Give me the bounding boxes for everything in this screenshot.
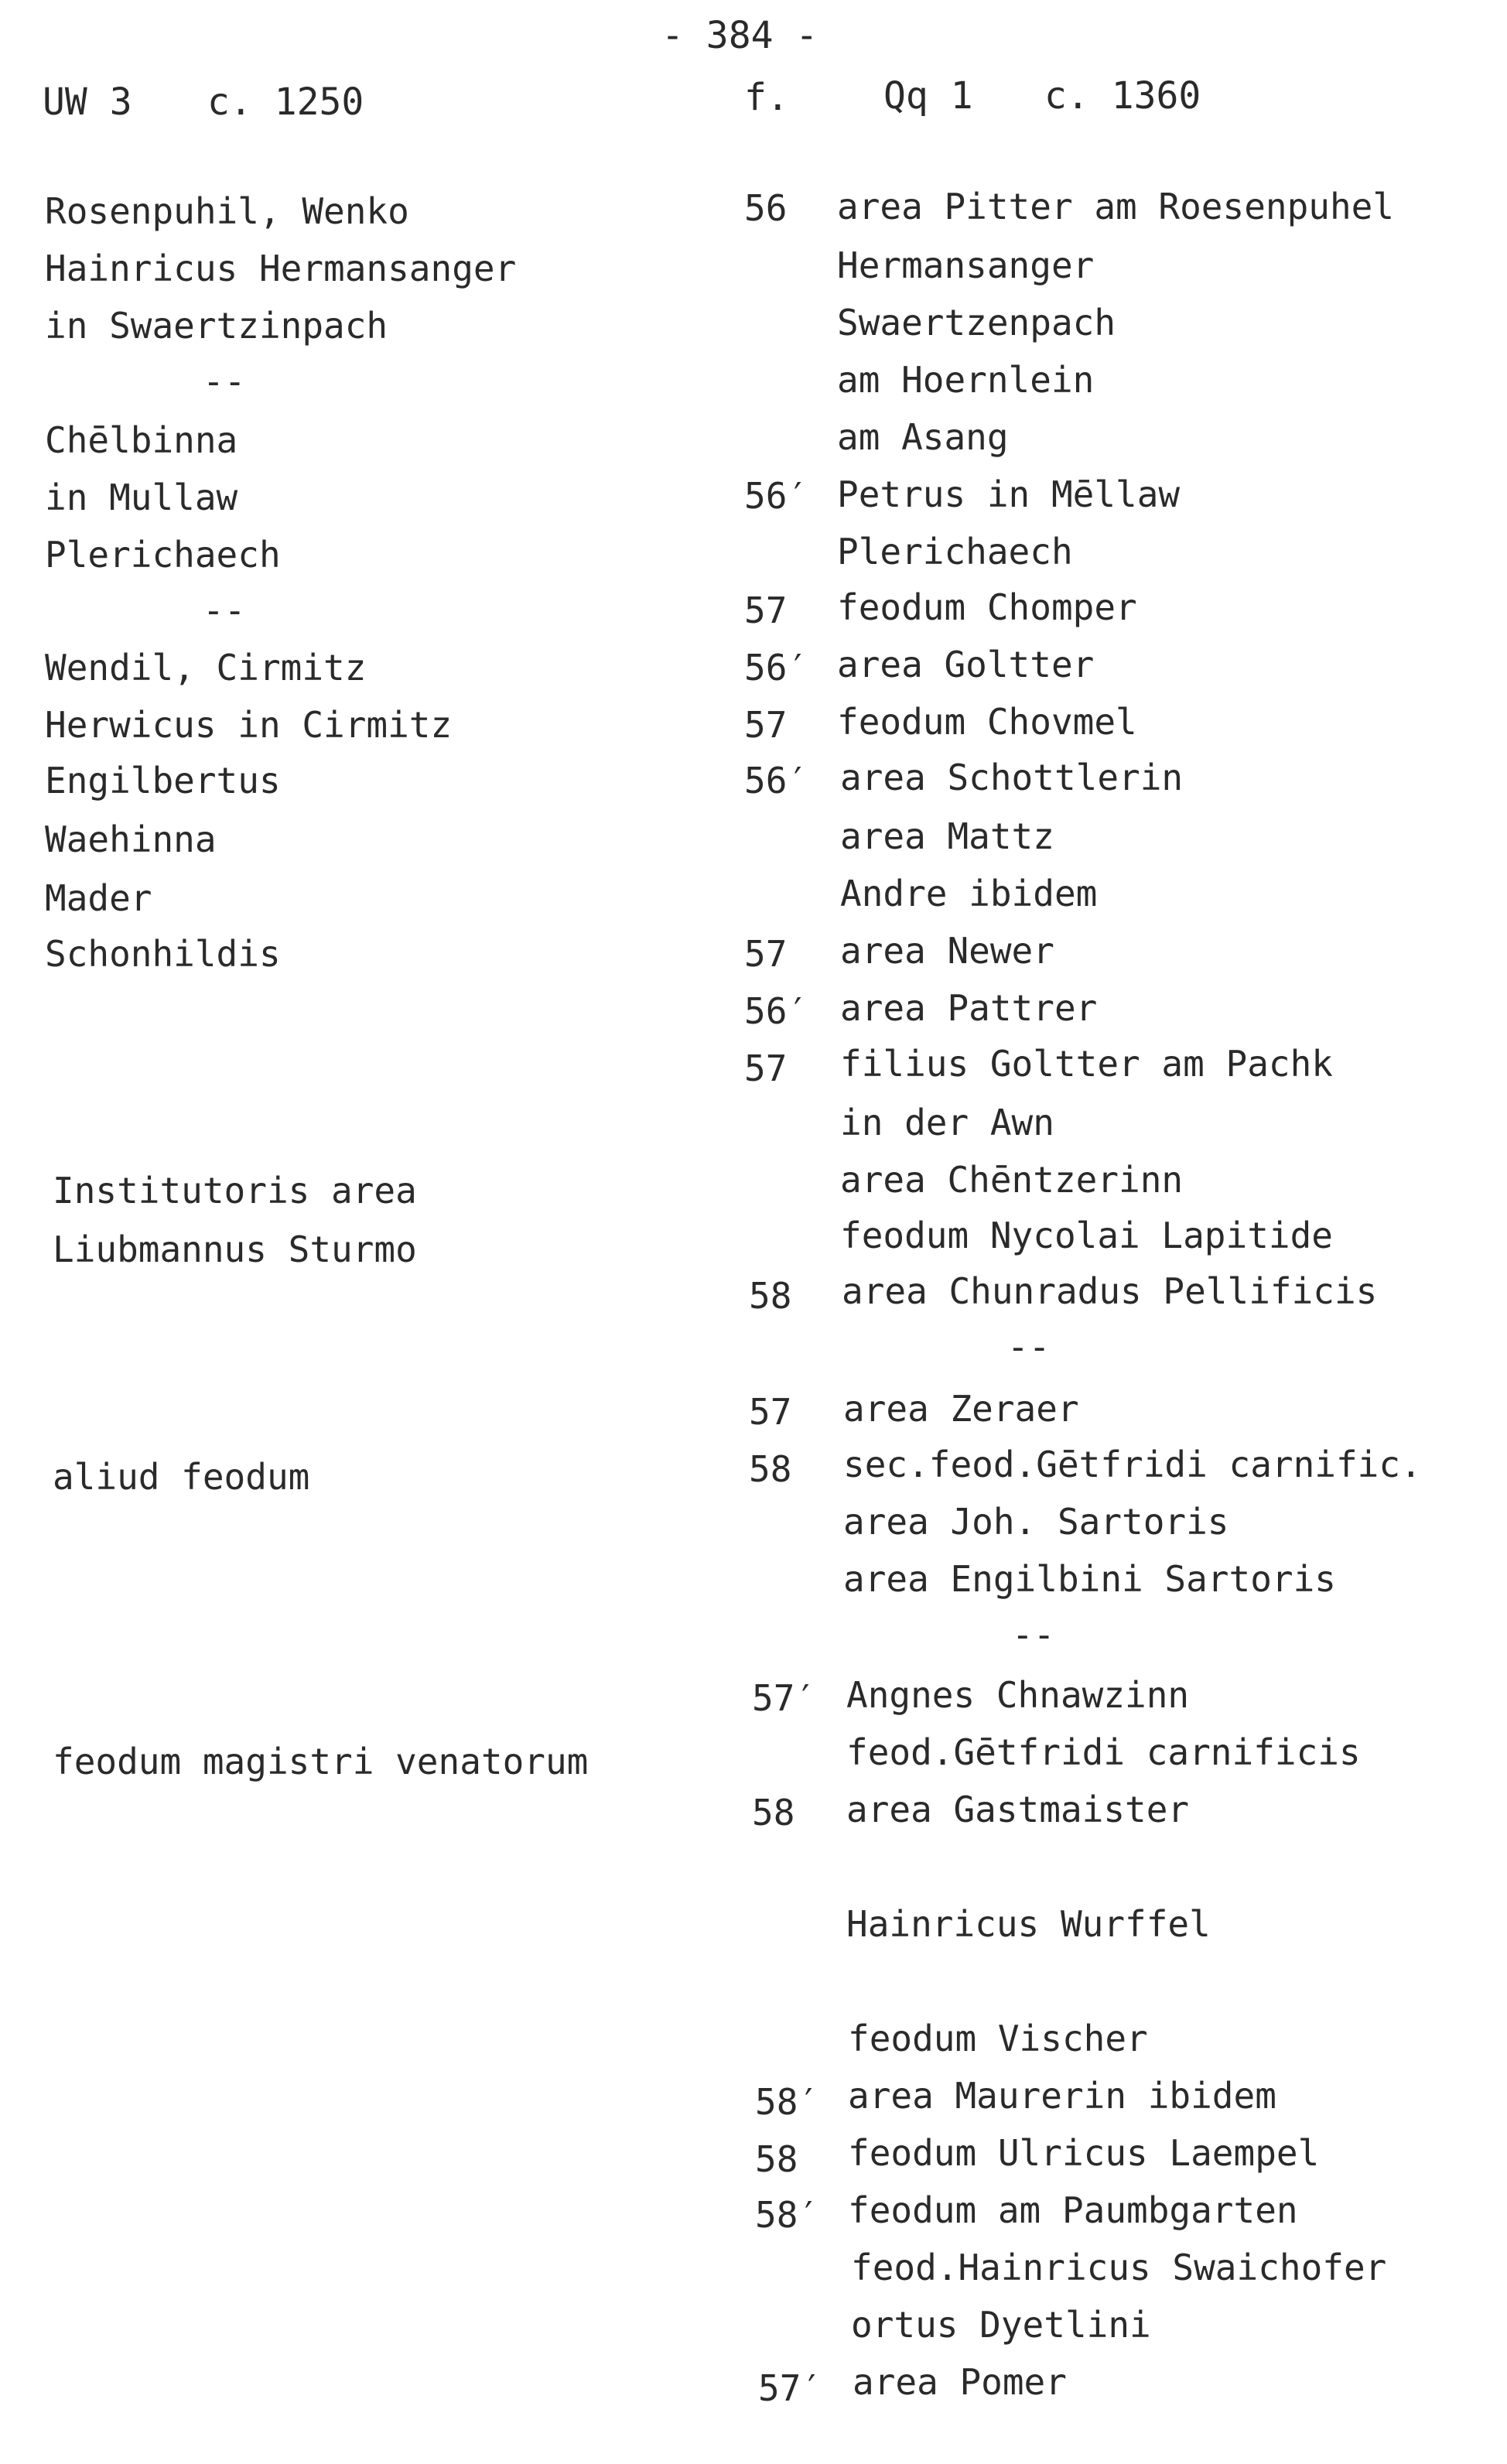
left-entry: Waehinna bbox=[45, 818, 217, 860]
right-entry: area Gastmaister bbox=[846, 1789, 1190, 1830]
right-entry: feod.Hainricus Swaichofer bbox=[851, 2247, 1387, 2288]
right-entry: feodum am Paumbgarten bbox=[848, 2189, 1298, 2231]
left-entry: Schonhildis bbox=[45, 933, 281, 975]
left-entry: in Mullaw bbox=[45, 477, 238, 518]
folio-number: 56′ bbox=[744, 647, 809, 689]
folio-number: 58 bbox=[749, 1275, 792, 1317]
right-entry: area Newer bbox=[840, 930, 1054, 972]
right-entry: area Zeraer bbox=[843, 1388, 1079, 1430]
right-entry: Petrus in Mēllaw bbox=[837, 473, 1181, 515]
right-entry: Andre ibidem bbox=[840, 873, 1098, 914]
left-entry: aliud feodum bbox=[53, 1456, 310, 1498]
page-number: - 384 - bbox=[661, 14, 818, 57]
right-separator: -- bbox=[1007, 1326, 1051, 1368]
right-entry: area Joh. Sartoris bbox=[843, 1501, 1229, 1543]
right-entry: area Schottlerin bbox=[840, 757, 1184, 798]
right-entry: feodum Nycolai Lapitide bbox=[840, 1215, 1333, 1256]
folio-number: 58′ bbox=[755, 2081, 820, 2123]
header-left-source: UW 3 bbox=[43, 80, 132, 124]
folio-number: 57 bbox=[744, 933, 788, 975]
folio-number: 56 bbox=[744, 187, 788, 229]
folio-number: 57 bbox=[744, 590, 788, 631]
folio-number: 56′ bbox=[744, 475, 809, 517]
folio-number: 57′ bbox=[752, 1677, 817, 1719]
right-entry: Hainricus Wurffel bbox=[846, 1903, 1211, 1945]
header-left-date: c. 1250 bbox=[207, 80, 364, 124]
left-entry: Herwicus in Cirmitz bbox=[45, 704, 453, 746]
folio-number: 58 bbox=[752, 1792, 795, 1833]
folio-number: 56′ bbox=[744, 760, 809, 801]
right-entry: area Pomer bbox=[853, 2361, 1067, 2403]
left-entry: Mader bbox=[45, 877, 152, 919]
right-entry: area Chunradus Pellificis bbox=[842, 1270, 1378, 1312]
right-entry: area Maurerin ibidem bbox=[848, 2075, 1276, 2117]
right-entry: Angnes Chnawzinn bbox=[846, 1674, 1190, 1716]
folio-number: 56′ bbox=[744, 990, 809, 1032]
left-entry: Plerichaech bbox=[45, 534, 281, 576]
header-folio-label: f. bbox=[744, 76, 789, 119]
folio-number: 57′ bbox=[758, 2367, 823, 2409]
right-entry: area Chēntzerinn bbox=[840, 1159, 1184, 1201]
right-entry: filius Goltter am Pachk bbox=[840, 1043, 1333, 1085]
folio-number: 58′ bbox=[755, 2194, 820, 2236]
right-separator: -- bbox=[1012, 1614, 1055, 1656]
folio-number: 57 bbox=[744, 1047, 788, 1089]
right-entry: feodum Ulricus Laempel bbox=[848, 2132, 1320, 2174]
right-entry: feodum Vischer bbox=[848, 2018, 1148, 2059]
right-entry: sec.feod.Gētfridi carnific. bbox=[843, 1444, 1422, 1485]
left-separator: -- bbox=[203, 590, 246, 631]
folio-number: 58 bbox=[755, 2138, 798, 2180]
right-entry: in der Awn bbox=[840, 1102, 1054, 1143]
right-entry: am Hoernlein bbox=[837, 359, 1095, 401]
right-entry: area Pattrer bbox=[840, 987, 1098, 1029]
left-entry: in Swaertzinpach bbox=[45, 305, 388, 347]
right-entry: area Engilbini Sartoris bbox=[843, 1558, 1336, 1600]
left-separator: -- bbox=[203, 361, 246, 402]
left-entry: Institutoris area bbox=[53, 1170, 417, 1211]
header-right-date: c. 1360 bbox=[1044, 74, 1201, 118]
right-entry: am Asang bbox=[837, 416, 1009, 458]
right-entry: Swaertzenpach bbox=[837, 302, 1116, 343]
right-entry: ortus Dyetlini bbox=[851, 2304, 1151, 2346]
folio-number: 57 bbox=[744, 704, 788, 746]
folio-number: 58 bbox=[749, 1448, 792, 1490]
left-entry: Engilbertus bbox=[45, 760, 281, 801]
header-right-source: Qq 1 bbox=[883, 74, 973, 118]
folio-number: 57 bbox=[749, 1391, 792, 1433]
left-entry: Wendil, Cirmitz bbox=[45, 647, 367, 689]
left-entry: Hainricus Hermansanger bbox=[45, 248, 517, 289]
right-entry: area Mattz bbox=[840, 815, 1054, 857]
left-entry: Liubmannus Sturmo bbox=[53, 1229, 417, 1270]
left-entry: Rosenpuhil, Wenko bbox=[45, 190, 409, 232]
right-entry: area Goltter bbox=[837, 644, 1095, 685]
left-entry: Chēlbinna bbox=[45, 419, 238, 461]
right-entry: Hermansanger bbox=[837, 244, 1095, 286]
right-entry: Plerichaech bbox=[837, 531, 1073, 572]
right-entry: feodum Chomper bbox=[837, 586, 1137, 628]
right-entry: area Pitter am Roesenpuhel bbox=[837, 186, 1395, 227]
right-entry: feodum Chovmel bbox=[837, 701, 1137, 743]
left-entry: feodum magistri venatorum bbox=[53, 1741, 589, 1782]
right-entry: feod.Gētfridi carnificis bbox=[846, 1731, 1361, 1773]
